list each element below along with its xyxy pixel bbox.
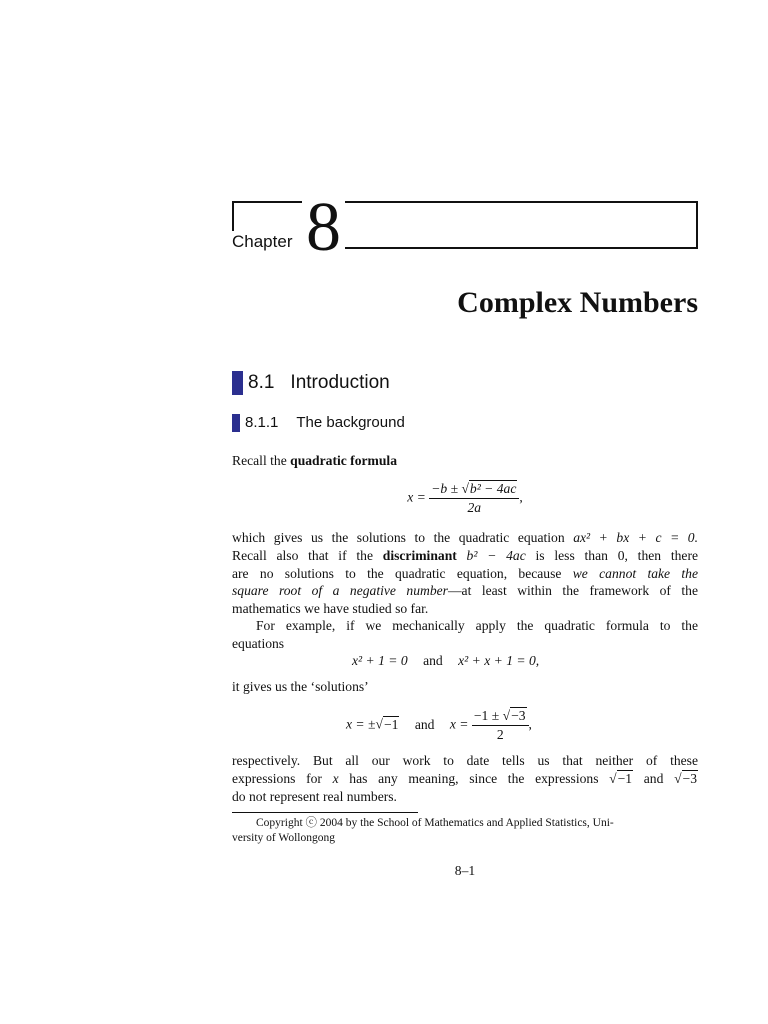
recall-line: Recall the quadratic formula bbox=[232, 453, 397, 468]
footnote-rule bbox=[232, 812, 418, 813]
chapter-frame bbox=[232, 201, 698, 249]
chapter-number: 8 bbox=[306, 189, 341, 266]
footnote-line: versity of Wollongong bbox=[232, 832, 335, 844]
paragraph-line: it gives us the ‘solutions’ bbox=[232, 679, 369, 694]
subsection-heading bbox=[232, 413, 405, 432]
paragraph-line: which gives us the solutions to the quadratic equation ax² + bx + c = 0. bbox=[232, 530, 698, 545]
chapter-label: Chapter bbox=[232, 232, 293, 251]
quadratic-formula: x = $\frac{\text{−b ± √b² − 4ac}}{2a}$ , bbox=[407, 481, 523, 515]
solutions-display: x = ±√−1 and x = $\frac{-1 \pm √-3}{2}$ , bbox=[346, 708, 532, 742]
quadratic-formula-term: quadratic formula bbox=[290, 453, 397, 468]
paragraph-line: do not represent real numbers. bbox=[232, 789, 397, 804]
paragraph-line: For example, if we mechanically apply the quadratic formula to the bbox=[256, 618, 698, 633]
chapter-title: Complex Numbers bbox=[457, 286, 698, 319]
paragraph-line: are no solutions to the quadratic equation, because we cannot take the bbox=[232, 566, 699, 581]
paragraph-line: Recall also that if the discriminant b² − 4ac is less than 0, then there bbox=[232, 548, 699, 563]
subsection-number: 8.1.1 bbox=[245, 414, 279, 431]
paragraph-line: mathematics we have studied so far. bbox=[232, 601, 429, 616]
section-title: Introduction bbox=[290, 372, 390, 393]
section-heading bbox=[232, 371, 390, 395]
subsection-marker bbox=[232, 414, 240, 432]
page-number: 8–1 bbox=[454, 863, 476, 878]
paragraph-line: expressions for x has any meaning, since the expressions √−1 and √−3 bbox=[232, 771, 697, 786]
subsection-title: The background bbox=[296, 414, 405, 431]
footnote-line: Copyright ⓒ 2004 by the School of Mathematics and Applied Statistics, Uni- bbox=[256, 817, 614, 829]
paragraph-line: square root of a negative number—at least within the framework of the bbox=[232, 583, 698, 598]
equations-display: x² + 1 = 0 and x² + x + 1 = 0, bbox=[352, 653, 540, 668]
paragraph-line: equations bbox=[232, 636, 285, 651]
paragraph-line: respectively. But all our work to date tells us that neither of these bbox=[232, 753, 698, 768]
section-number: 8.1 bbox=[248, 372, 275, 393]
discriminant-term: discriminant bbox=[382, 548, 457, 563]
section-marker bbox=[232, 371, 243, 395]
